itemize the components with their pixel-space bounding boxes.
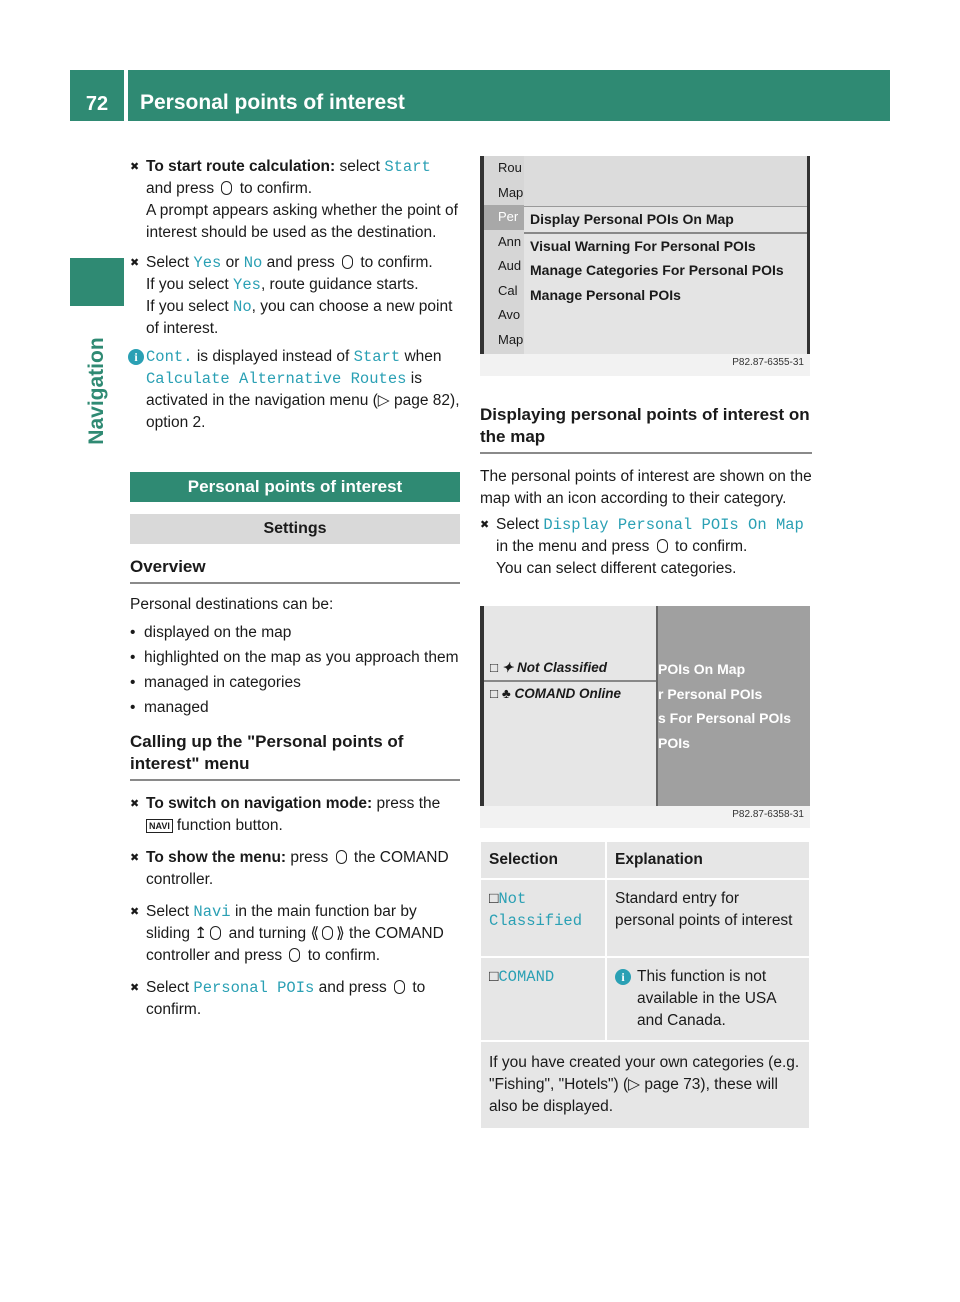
- step-text: , route guidance starts.: [260, 276, 419, 293]
- code-start: Start: [384, 158, 431, 176]
- menu-item: Rou: [498, 160, 522, 175]
- figure-caption: P82.87-6355-31: [732, 357, 804, 368]
- step-text: press the: [376, 795, 441, 812]
- table-header: Selection: [480, 841, 606, 879]
- menu-item: Cal: [498, 282, 518, 298]
- checkbox-icon: □: [489, 968, 499, 985]
- step-text: and press: [266, 254, 335, 271]
- arrow-icon: ✖: [130, 257, 140, 269]
- page-header-title: Personal points of interest: [128, 70, 890, 121]
- info-text: activated in the navigation menu (▷ page 82), option 2.: [146, 392, 460, 431]
- table-footer: If you have created your own categories (e.g. "Fishing", "Hotels") (▷ page 73), these will also be displayed.: [480, 1041, 810, 1129]
- code-cont: Cont.: [146, 348, 193, 366]
- step-text: function button.: [176, 817, 283, 834]
- step-start-route: [130, 156, 460, 244]
- step-text: and press: [146, 180, 215, 197]
- page-number: 72: [70, 70, 124, 121]
- step-show-menu: [130, 847, 460, 891]
- controller-press-icon: [394, 980, 405, 994]
- screenshot-categories: [480, 606, 810, 828]
- menu-item: Map: [498, 184, 524, 200]
- category-label: Not Classified: [516, 660, 607, 675]
- table-cell: [606, 957, 810, 1041]
- step-text: or: [225, 254, 240, 271]
- display-heading: Displaying personal points of interest on the map: [480, 404, 812, 454]
- code-yes: Yes: [233, 276, 261, 294]
- step-text: Select: [146, 979, 190, 996]
- info-text: when: [404, 348, 442, 365]
- code-comand: COMAND: [498, 968, 555, 986]
- code-no: No: [233, 298, 252, 316]
- table-cell: [480, 957, 606, 1041]
- step-text: in the menu and press: [496, 538, 650, 555]
- list-item: • highlighted on the map as you approach them: [130, 647, 460, 669]
- category-label: COMAND Online: [514, 686, 622, 701]
- controller-press-icon: [336, 850, 347, 864]
- step-text: to confirm.: [360, 254, 433, 271]
- code-start: Start: [353, 348, 401, 366]
- figure-caption: P82.87-6358-31: [732, 809, 804, 820]
- calling-steps: [130, 793, 460, 1021]
- overview-intro: Personal destinations can be:: [130, 596, 334, 613]
- navi-button-icon: NAVI: [146, 819, 173, 833]
- info-note: [130, 346, 460, 434]
- controller-icon: [322, 926, 333, 940]
- code-navi: Navi: [193, 903, 231, 921]
- sidebar-label: [60, 320, 134, 480]
- screen-area: [480, 606, 810, 806]
- step-text: and press: [318, 979, 387, 996]
- calling-heading: Calling up the "Personal points of interest" menu: [130, 731, 460, 781]
- submenu-item-selected: Visual Warning For Personal POIs: [524, 232, 807, 259]
- category-list: [484, 656, 656, 806]
- step-text: the COMAND controller and press: [146, 925, 444, 964]
- code-no: No: [243, 254, 263, 272]
- left-menu: [484, 156, 524, 354]
- step-note: [146, 274, 460, 296]
- menu-item: Avo: [498, 307, 521, 322]
- code-display-personal-pois: Display Personal POIs On Map: [543, 516, 804, 534]
- step-bold: To show the menu:: [146, 849, 287, 866]
- section-band: Personal points of interest: [130, 472, 460, 502]
- left-column: [130, 156, 460, 1027]
- checkbox-icon: □: [489, 890, 499, 907]
- background-menu: [656, 606, 810, 806]
- category-item-selected: □ ♣ COMAND Online: [484, 680, 656, 706]
- menu-item: Map: [498, 331, 524, 347]
- step-bold: To start route calculation:: [146, 158, 336, 175]
- subsection-band: Settings: [130, 514, 460, 544]
- step-note: You can select different categories.: [496, 560, 737, 577]
- step-select-personal-pois: [130, 977, 460, 1021]
- step-text: Select: [146, 903, 190, 920]
- controller-press-icon: [657, 539, 668, 553]
- step-note: A prompt appears asking whether the point of interest should be used as the destination.: [146, 202, 458, 241]
- code-not-classified: Not Classified: [489, 890, 583, 930]
- step-note: [146, 296, 460, 340]
- sidebar-label-text: Navigation: [85, 337, 108, 445]
- code-calculate-alternative-routes: Calculate Alternative Routes: [146, 370, 407, 388]
- step-text: Select: [146, 254, 190, 271]
- list-item: • managed: [130, 697, 460, 719]
- menu-item: Aud: [498, 258, 522, 273]
- step-text: to confirm.: [307, 947, 381, 964]
- list-item: • displayed on the map: [130, 622, 460, 644]
- screen-edge: [807, 156, 810, 354]
- selection-table: [479, 840, 811, 1130]
- right-column: [480, 404, 812, 586]
- code-yes: Yes: [193, 254, 222, 272]
- step-text: to confirm.: [239, 180, 313, 197]
- step-select-navi: [130, 901, 460, 967]
- submenu: [524, 206, 807, 354]
- step-text: in the main function bar by sliding: [146, 903, 417, 942]
- step-text: to confirm.: [146, 979, 426, 1018]
- arrow-icon: ✖: [130, 982, 140, 994]
- step-text: select: [339, 158, 380, 175]
- code-personal-pois: Personal POIs: [193, 979, 315, 997]
- arrow-icon: ✖: [130, 798, 140, 810]
- menu-item: Ann: [498, 233, 522, 249]
- sidebar-marker: [70, 258, 124, 306]
- arrow-icon: ✖: [130, 852, 140, 864]
- step-text: Select: [496, 516, 540, 533]
- info-text: is: [410, 370, 422, 387]
- table-row: [480, 879, 810, 957]
- info-icon: i: [615, 969, 631, 985]
- screenshot-personal-pois-menu: [480, 156, 810, 376]
- overview-bullets: [130, 622, 460, 719]
- info-text: is displayed instead of: [196, 348, 350, 365]
- display-para: The personal points of interest are shown on the map with an icon according to their category.: [480, 468, 812, 507]
- step-navi-mode: [130, 793, 460, 837]
- menu-item: POIs On Map: [658, 661, 746, 677]
- table-cell: [480, 879, 606, 957]
- table-cell: Standard entry for personal points of interest: [606, 879, 810, 957]
- info-icon: i: [128, 349, 144, 365]
- menu-item: r Personal POIs: [658, 685, 763, 702]
- overview-heading: Overview: [130, 556, 460, 584]
- arrow-icon: ✖: [480, 519, 490, 531]
- category-item: □ ✦ Not Classified: [490, 660, 607, 675]
- arrow-icon: ✖: [130, 161, 140, 173]
- step-select-yes-no: [130, 252, 460, 340]
- step-text: and turning: [228, 925, 307, 942]
- step-bold: To switch on navigation mode:: [146, 795, 373, 812]
- table-header: Explanation: [606, 841, 810, 879]
- step-text: to confirm.: [675, 538, 748, 555]
- controller-press-icon: [342, 255, 353, 269]
- table-row: [480, 957, 810, 1041]
- screen-area: [480, 156, 810, 354]
- table-row: [480, 1041, 810, 1129]
- step-text: the COMAND controller.: [146, 849, 449, 888]
- arrow-icon: ✖: [130, 906, 140, 918]
- submenu-item: Manage Personal POIs: [530, 286, 681, 303]
- step-text: If you select: [146, 276, 229, 293]
- step-display-pois: [480, 514, 812, 580]
- step-text: , you can choose a new point of interest.: [146, 298, 453, 337]
- controller-turn-icon: ⟪ ⟫: [310, 925, 345, 942]
- submenu-item: Manage Categories For Personal POIs: [530, 262, 784, 278]
- step-text: If you select: [146, 298, 229, 315]
- step-text: press: [290, 849, 329, 866]
- controller-slide-icon: ↥: [194, 925, 224, 942]
- controller-press-icon: [289, 948, 300, 962]
- controller-press-icon: [221, 181, 232, 195]
- menu-item: POIs: [658, 734, 690, 751]
- list-item: • managed in categories: [130, 672, 460, 694]
- info-text: This function is not available in the USA and Canada.: [637, 968, 776, 1029]
- controller-icon: [210, 926, 221, 940]
- submenu-item: Display Personal POIs On Map: [530, 211, 734, 227]
- menu-item: s For Personal POIs: [658, 710, 792, 726]
- menu-item-selected: Per: [484, 205, 524, 230]
